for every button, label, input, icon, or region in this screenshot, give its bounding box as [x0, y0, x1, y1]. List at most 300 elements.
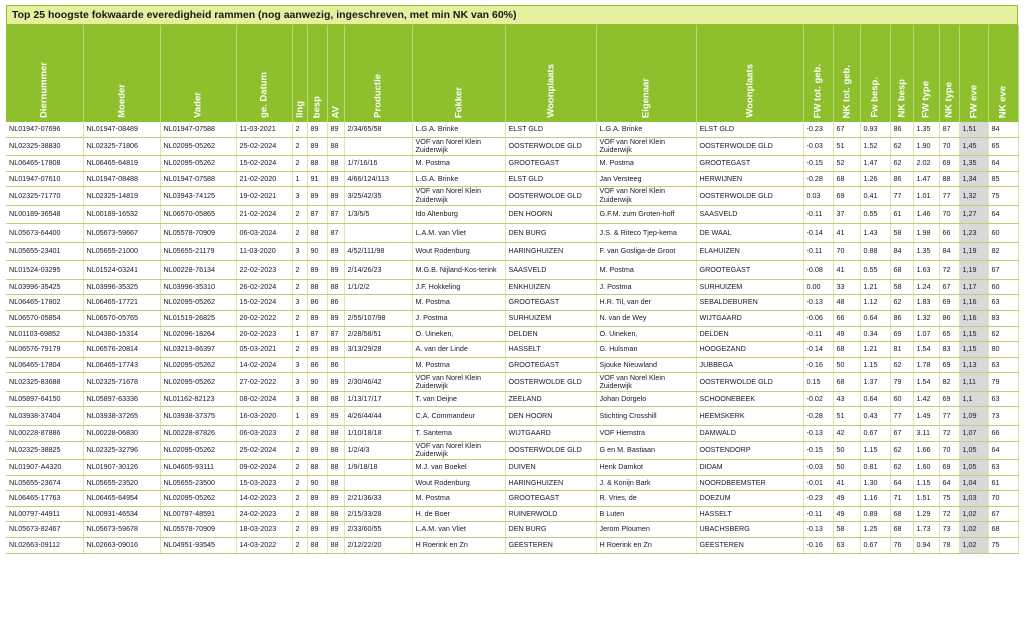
- table-cell: H. de Boer: [412, 506, 505, 522]
- table-row: [6, 522, 1018, 538]
- table-cell: 1.01: [913, 187, 939, 206]
- table-cell: 1,16: [959, 295, 988, 311]
- column-header: [988, 25, 1018, 122]
- table-cell: 1.25: [860, 522, 890, 538]
- table-cell: Wout Rodenburg: [412, 242, 505, 261]
- column-header-label: FW eve: [968, 84, 979, 118]
- table-cell: G. Hulsman: [596, 342, 696, 358]
- table-cell: -0.13: [803, 522, 833, 538]
- table-cell: 0.81: [860, 460, 890, 476]
- table-cell: 88: [307, 460, 327, 476]
- table-row: [6, 460, 1018, 476]
- table-cell: NL01524-03241: [83, 261, 160, 280]
- table-cell: 14-02-2024: [236, 357, 292, 373]
- table-cell: 1,34: [959, 171, 988, 187]
- table-cell: 86: [890, 122, 913, 137]
- table-cell: 73: [939, 522, 959, 538]
- table-cell: 1,16: [959, 310, 988, 326]
- table-cell: 87: [307, 326, 327, 342]
- table-cell: 72: [939, 425, 959, 441]
- table-cell: Johan Dorgelo: [596, 391, 696, 407]
- table-cell: 3: [292, 373, 307, 392]
- column-header-label: AV: [330, 105, 341, 118]
- table-cell: 41: [833, 475, 860, 491]
- table-cell: -0.28: [803, 407, 833, 426]
- table-cell: 1,23: [959, 224, 988, 243]
- ram-ranking-table: [6, 25, 1019, 554]
- table-cell: Henk Damkot: [596, 460, 696, 476]
- table-cell: [344, 357, 412, 373]
- table-cell: 50: [833, 460, 860, 476]
- table-cell: 88: [307, 391, 327, 407]
- table-cell: ELST GLD: [505, 171, 596, 187]
- table-cell: Ido Altenburg: [412, 205, 505, 224]
- table-cell: -0.11: [803, 326, 833, 342]
- table-cell: 86: [327, 357, 344, 373]
- table-cell: 79: [988, 373, 1018, 392]
- table-cell: OOSTERWOLDE GLD: [696, 137, 803, 156]
- table-cell: 1.35: [913, 242, 939, 261]
- table-cell: 60: [988, 279, 1018, 295]
- table-cell: 88: [327, 538, 344, 554]
- table-cell: 67: [988, 506, 1018, 522]
- table-cell: -0.11: [803, 506, 833, 522]
- table-row: [6, 156, 1018, 172]
- table-cell: 87: [307, 205, 327, 224]
- table-cell: L.A.M. van Vliet: [412, 224, 505, 243]
- table-cell: 84: [988, 122, 1018, 137]
- table-cell: 69: [833, 187, 860, 206]
- table-cell: DEN HOORN: [505, 407, 596, 426]
- table-row: [6, 506, 1018, 522]
- table-cell: NL01524-03295: [6, 261, 83, 280]
- table-cell: 1.49: [913, 407, 939, 426]
- table-cell: G.F.M. zum Groten-hoff: [596, 205, 696, 224]
- table-cell: F. van Gosliga-de Groot: [596, 242, 696, 261]
- table-cell: NL05655-23401: [6, 242, 83, 261]
- table-cell: -0.15: [803, 156, 833, 172]
- table-cell: 70: [939, 137, 959, 156]
- table-row: [6, 326, 1018, 342]
- table-cell: NL02325-71806: [83, 137, 160, 156]
- table-cell: 89: [307, 137, 327, 156]
- table-cell: 1.83: [913, 295, 939, 311]
- column-header: [890, 25, 913, 122]
- table-cell: B Luten: [596, 506, 696, 522]
- header-row: [6, 25, 1018, 122]
- table-cell: 1.29: [913, 506, 939, 522]
- table-cell: 90: [307, 373, 327, 392]
- table-cell: 06-03-2024: [236, 224, 292, 243]
- table-cell: 0.15: [803, 373, 833, 392]
- table-cell: NL06576-20814: [83, 342, 160, 358]
- table-cell: 87: [327, 224, 344, 243]
- table-cell: 11-03-2021: [236, 122, 292, 137]
- table-cell: 88: [327, 425, 344, 441]
- table-cell: 1/9/18/18: [344, 460, 412, 476]
- table-cell: NL02325-71770: [6, 187, 83, 206]
- table-cell: NL05655-23500: [160, 475, 236, 491]
- table-cell: 0.43: [860, 407, 890, 426]
- table-cell: OOSTERWOLDE GLD: [696, 187, 803, 206]
- table-cell: 2: [292, 342, 307, 358]
- table-cell: OOSTERWOLDE GLD: [696, 373, 803, 392]
- table-cell: 1,05: [959, 441, 988, 460]
- table-cell: HARINGHUIZEN: [505, 475, 596, 491]
- table-row: [6, 491, 1018, 507]
- table-cell: 20-02-2023: [236, 326, 292, 342]
- table-cell: NL02325-38825: [6, 441, 83, 460]
- table-cell: NL01907-30126: [83, 460, 160, 476]
- table-cell: -0.06: [803, 310, 833, 326]
- table-cell: 14-02-2023: [236, 491, 292, 507]
- table-cell: 18-03-2023: [236, 522, 292, 538]
- table-cell: 72: [939, 261, 959, 280]
- table-cell: -0.15: [803, 441, 833, 460]
- table-cell: NL01907-A4320: [6, 460, 83, 476]
- table-cell: 2/34/65/58: [344, 122, 412, 137]
- table-cell: M. Postma: [412, 295, 505, 311]
- table-cell: 77: [890, 407, 913, 426]
- table-cell: 2: [292, 425, 307, 441]
- table-cell: NL05655-21179: [160, 242, 236, 261]
- table-cell: NL06465-17808: [6, 156, 83, 172]
- table-cell: HASSELT: [505, 342, 596, 358]
- table-cell: 1.54: [913, 342, 939, 358]
- table-cell: H.R. Til, van der: [596, 295, 696, 311]
- column-header-label: Woonplaats: [545, 64, 556, 118]
- table-cell: 91: [307, 171, 327, 187]
- table-cell: NL01947-08489: [83, 122, 160, 137]
- column-header-label: FW type: [920, 81, 932, 118]
- table-cell: NL02095-05262: [160, 491, 236, 507]
- table-cell: SURHUIZEM: [696, 279, 803, 295]
- table-cell: GROOTEGAST: [696, 156, 803, 172]
- column-header-label: Woonplaats: [744, 64, 755, 118]
- table-cell: 51: [833, 137, 860, 156]
- table-cell: 2: [292, 441, 307, 460]
- table-cell: 70: [833, 242, 860, 261]
- table-cell: 69: [939, 156, 959, 172]
- column-header: [83, 25, 160, 122]
- table-cell: 20-02-2022: [236, 310, 292, 326]
- table-cell: Sjouke Nieuwland: [596, 357, 696, 373]
- table-cell: 1.21: [860, 279, 890, 295]
- column-header-label: Fw besp.: [869, 77, 881, 118]
- table-cell: 48: [833, 295, 860, 311]
- table-cell: 26-02-2024: [236, 279, 292, 295]
- table-cell: NL00228-87886: [6, 425, 83, 441]
- table-cell: -0.13: [803, 295, 833, 311]
- table-cell: 43: [833, 391, 860, 407]
- table-cell: DOEZUM: [696, 491, 803, 507]
- table-cell: NL06576-79179: [6, 342, 83, 358]
- table-cell: 63: [988, 460, 1018, 476]
- table-cell: 19-02-2021: [236, 187, 292, 206]
- table-cell: NL01947-07588: [160, 171, 236, 187]
- table-cell: WIJTGAARD: [505, 425, 596, 441]
- table-cell: SEBALDEBUREN: [696, 295, 803, 311]
- table-cell: 1.60: [913, 460, 939, 476]
- table-cell: 68: [988, 522, 1018, 538]
- table-cell: O. Uineken,: [596, 326, 696, 342]
- table-cell: 37: [833, 205, 860, 224]
- table-cell: HARINGHUIZEN: [505, 242, 596, 261]
- table-cell: GEESTEREN: [505, 538, 596, 554]
- table-cell: 89: [327, 187, 344, 206]
- table-cell: 67: [988, 261, 1018, 280]
- table-cell: NL02325-14819: [83, 187, 160, 206]
- table-cell: NL02095-05262: [160, 295, 236, 311]
- table-row: [6, 261, 1018, 280]
- table-cell: 2: [292, 475, 307, 491]
- table-cell: 88: [307, 506, 327, 522]
- table-cell: 58: [890, 224, 913, 243]
- table-cell: G en M. Bastiaan: [596, 441, 696, 460]
- table-cell: Jan Versteeg: [596, 171, 696, 187]
- table-row: [6, 357, 1018, 373]
- table-cell: M.G.B. Nijland-Kos-terink: [412, 261, 505, 280]
- table-cell: 1.15: [913, 475, 939, 491]
- table-cell: 1: [292, 407, 307, 426]
- table-cell: 42: [833, 425, 860, 441]
- table-cell: 90: [307, 242, 327, 261]
- table-cell: 67: [833, 122, 860, 137]
- table-cell: 70: [939, 441, 959, 460]
- table-cell: 41: [833, 261, 860, 280]
- table-cell: 1.52: [860, 137, 890, 156]
- table-cell: M. Postma: [412, 357, 505, 373]
- table-cell: 70: [939, 205, 959, 224]
- table-cell: 89: [327, 407, 344, 426]
- table-cell: J. & Konijn Bark: [596, 475, 696, 491]
- table-cell: 1.98: [913, 224, 939, 243]
- column-header-label: Moeder: [116, 84, 127, 118]
- table-cell: 52: [833, 156, 860, 172]
- table-cell: 68: [890, 261, 913, 280]
- table-cell: -0.08: [803, 261, 833, 280]
- table-cell: 15-03-2023: [236, 475, 292, 491]
- table-cell: NL05673-64400: [6, 224, 83, 243]
- table-cell: 1,19: [959, 242, 988, 261]
- table-cell: 2/15/33/28: [344, 506, 412, 522]
- table-cell: [344, 475, 412, 491]
- table-cell: J.F. Hokkeling: [412, 279, 505, 295]
- table-cell: 1.90: [913, 137, 939, 156]
- table-cell: 0.03: [803, 187, 833, 206]
- table-cell: NL05578-70909: [160, 522, 236, 538]
- table-cell: -0.28: [803, 171, 833, 187]
- table-cell: NL02325-32796: [83, 441, 160, 460]
- table-cell: 3: [292, 242, 307, 261]
- table-cell: 89: [307, 187, 327, 206]
- table-cell: 89: [327, 491, 344, 507]
- table-cell: NL03996-35425: [6, 279, 83, 295]
- table-cell: NL05655-23674: [6, 475, 83, 491]
- table-cell: 86: [327, 295, 344, 311]
- table-cell: NL02096-18264: [160, 326, 236, 342]
- table-cell: 88: [327, 460, 344, 476]
- table-cell: 88: [327, 137, 344, 156]
- column-header: [913, 25, 939, 122]
- table-cell: WIJTGAARD: [696, 310, 803, 326]
- table-cell: 06-03-2023: [236, 425, 292, 441]
- table-cell: 2: [292, 310, 307, 326]
- table-title: Top 25 hoogste fokwaarde everedigheid rammen (nog aanwezig, ingeschreven, met min NK van 60%): [6, 5, 1018, 25]
- table-cell: 69: [939, 391, 959, 407]
- table-cell: 68: [833, 373, 860, 392]
- table-cell: NL01947-07610: [6, 171, 83, 187]
- table-cell: DIDAM: [696, 460, 803, 476]
- table-cell: 2/21/36/33: [344, 491, 412, 507]
- table-cell: 63: [833, 538, 860, 554]
- table-cell: -0.11: [803, 242, 833, 261]
- table-cell: NL02095-05262: [160, 373, 236, 392]
- table-cell: L.G.A. Brinke: [412, 122, 505, 137]
- table-cell: 1.73: [913, 522, 939, 538]
- table-cell: Stichting Crosshill: [596, 407, 696, 426]
- table-cell: 65: [939, 326, 959, 342]
- table-cell: 61: [890, 205, 913, 224]
- table-cell: 1,15: [959, 342, 988, 358]
- table-cell: GROOTEGAST: [505, 491, 596, 507]
- table-cell: 2: [292, 137, 307, 156]
- table-cell: 2: [292, 224, 307, 243]
- table-cell: 2: [292, 506, 307, 522]
- table-cell: 1,02: [959, 522, 988, 538]
- table-cell: 77: [939, 187, 959, 206]
- table-cell: 05-03-2021: [236, 342, 292, 358]
- table-cell: H Roerink en Zn: [596, 538, 696, 554]
- table-cell: NL06465-17802: [6, 295, 83, 311]
- table-cell: 1.78: [913, 357, 939, 373]
- table-cell: 1.47: [860, 156, 890, 172]
- table-cell: 1.15: [860, 357, 890, 373]
- table-cell: 1.54: [913, 373, 939, 392]
- table-cell: 82: [939, 373, 959, 392]
- table-cell: 14-03-2022: [236, 538, 292, 554]
- table-cell: NL06465-64819: [83, 156, 160, 172]
- table-cell: 16-03-2020: [236, 407, 292, 426]
- table-cell: 64: [988, 441, 1018, 460]
- column-header: [696, 25, 803, 122]
- table-cell: 88: [327, 156, 344, 172]
- table-cell: 89: [327, 310, 344, 326]
- table-cell: 1/13/17/17: [344, 391, 412, 407]
- table-cell: NL06570-05854: [6, 310, 83, 326]
- table-cell: NL05673-59667: [83, 224, 160, 243]
- table-cell: 1/1/2/2: [344, 279, 412, 295]
- table-cell: 1,07: [959, 425, 988, 441]
- table-cell: 2: [292, 205, 307, 224]
- table-cell: 3/13/29/28: [344, 342, 412, 358]
- table-cell: 27-02-2022: [236, 373, 292, 392]
- table-cell: NL06465-64954: [83, 491, 160, 507]
- table-cell: 1,35: [959, 156, 988, 172]
- column-header: [939, 25, 959, 122]
- table-cell: NL00931-46534: [83, 506, 160, 522]
- table-cell: NL03938-37265: [83, 407, 160, 426]
- table-cell: 21-02-2024: [236, 205, 292, 224]
- table-cell: NL03938-37375: [160, 407, 236, 426]
- table-row: [6, 224, 1018, 243]
- table-cell: 62: [890, 156, 913, 172]
- table-cell: 67: [890, 425, 913, 441]
- table-cell: 0.93: [860, 122, 890, 137]
- table-cell: M. Postma: [596, 261, 696, 280]
- table-cell: 76: [890, 538, 913, 554]
- table-cell: NL05897-64150: [6, 391, 83, 407]
- table-cell: 1/7/16/16: [344, 156, 412, 172]
- table-row: [6, 342, 1018, 358]
- table-cell: SCHOONEBEEK: [696, 391, 803, 407]
- table-cell: ENKHUIZEN: [505, 279, 596, 295]
- table-cell: 0.55: [860, 261, 890, 280]
- table-cell: NL02663-09016: [83, 538, 160, 554]
- table-cell: 1/10/18/18: [344, 425, 412, 441]
- table-cell: ZEELAND: [505, 391, 596, 407]
- table-cell: 80: [988, 342, 1018, 358]
- table-cell: NOORDBEEMSTER: [696, 475, 803, 491]
- table-cell: 25-02-2024: [236, 441, 292, 460]
- table-cell: 21-02-2020: [236, 171, 292, 187]
- table-cell: -0.23: [803, 491, 833, 507]
- table-cell: 69: [890, 326, 913, 342]
- table-cell: HOOGEZAND: [696, 342, 803, 358]
- table-cell: 2/14/26/23: [344, 261, 412, 280]
- table-cell: 68: [890, 506, 913, 522]
- table-cell: NL02325-71678: [83, 373, 160, 392]
- table-cell: 82: [988, 242, 1018, 261]
- table-cell: 1.32: [913, 310, 939, 326]
- table-cell: ELST GLD: [696, 122, 803, 137]
- table-cell: NL06465-17743: [83, 357, 160, 373]
- table-cell: J. Postma: [596, 279, 696, 295]
- table-cell: 1,04: [959, 475, 988, 491]
- table-cell: 64: [988, 156, 1018, 172]
- table-cell: 60: [988, 224, 1018, 243]
- table-cell: VOF Hiemstra: [596, 425, 696, 441]
- table-cell: 62: [890, 357, 913, 373]
- table-cell: 89: [327, 342, 344, 358]
- table-cell: R. Vries, de: [596, 491, 696, 507]
- table-cell: 88: [307, 425, 327, 441]
- table-cell: 1.51: [913, 491, 939, 507]
- table-cell: 62: [890, 295, 913, 311]
- table-cell: 60: [890, 391, 913, 407]
- table-cell: 49: [833, 506, 860, 522]
- table-cell: NL01947-08488: [83, 171, 160, 187]
- table-row: [6, 310, 1018, 326]
- table-cell: -0.01: [803, 475, 833, 491]
- table-cell: 79: [890, 373, 913, 392]
- table-row: [6, 441, 1018, 460]
- table-cell: 86: [890, 171, 913, 187]
- table-cell: 2/12/22/20: [344, 538, 412, 554]
- table-cell: 50: [833, 441, 860, 460]
- table-cell: 89: [307, 522, 327, 538]
- table-cell: 89: [327, 522, 344, 538]
- table-cell: M.J. van Boekel: [412, 460, 505, 476]
- table-cell: [344, 295, 412, 311]
- table-cell: 2/33/60/55: [344, 522, 412, 538]
- table-cell: 77: [939, 407, 959, 426]
- table-cell: NL02663-09112: [6, 538, 83, 554]
- table-cell: 88: [327, 506, 344, 522]
- table-cell: NL00189-16532: [83, 205, 160, 224]
- table-cell: 1,09: [959, 407, 988, 426]
- table-cell: 86: [890, 310, 913, 326]
